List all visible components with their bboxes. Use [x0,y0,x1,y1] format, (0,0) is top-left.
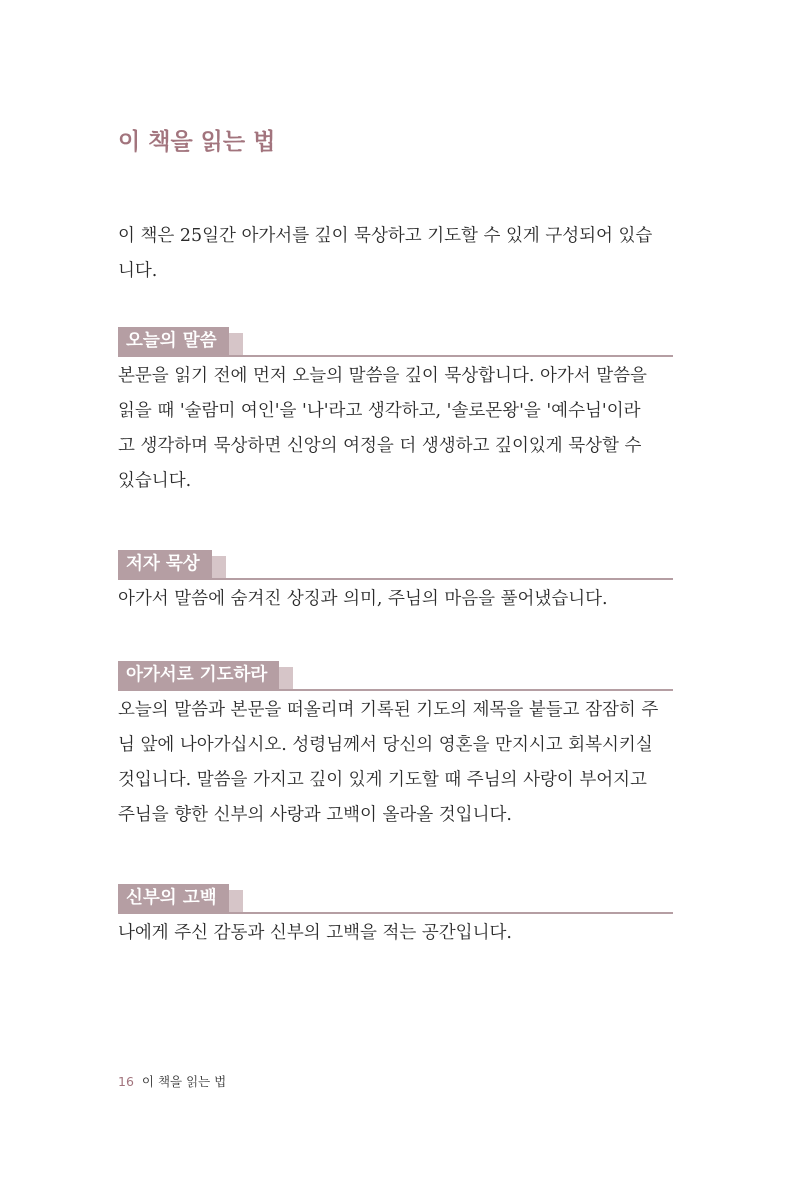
section-header [118,327,673,357]
section-label: 아가서로 기도하라 [118,661,279,689]
section-pray-with-song [118,661,673,833]
section-header [118,884,673,914]
section-divider [118,355,673,357]
intro-paragraph [118,219,673,289]
running-title: 이 책을 읽는 법 [141,1074,227,1089]
intro-line: 이 책은 25일간 아가서를 깊이 묵상하고 기도할 수 있게 구성되어 있습 [118,226,653,246]
body-line: 것입니다. 말씀을 가지고 깊이 있게 기도할 때 주님의 사랑이 부어지고 [118,770,647,790]
section-body [118,693,673,833]
body-line: 님 앞에 나아가십시오. 성령님께서 당신의 영혼을 만지시고 회복시키실 [118,735,653,755]
section-divider [118,689,673,691]
section-body [118,582,673,617]
body-line: 오늘의 말씀과 본문을 떠올리며 기록된 기도의 제목을 붙들고 잠잠히 주 [118,700,659,720]
intro-line: 니다. [118,261,158,281]
body-line: 주님을 향한 신부의 사랑과 고백이 올라올 것입니다. [118,805,512,825]
body-line: 본문을 읽기 전에 먼저 오늘의 말씀을 깊이 묵상합니다. 아가서 말씀을 [118,366,647,386]
section-bride-confession [118,884,673,951]
section-body [118,916,673,951]
body-line: 읽을 때 '술람미 여인'을 '나'라고 생각하고, '솔로몬왕'을 '예수님'이라 [118,401,641,421]
section-header [118,661,673,691]
page-footer [118,1072,226,1090]
section-todays-word [118,327,673,499]
body-line: 나에게 주신 감동과 신부의 고백을 적는 공간입니다. [118,923,512,943]
page-number: 16 [118,1074,134,1089]
section-header [118,550,673,580]
section-body [118,359,673,499]
section-divider [118,578,673,580]
section-label: 저자 묵상 [118,550,212,578]
section-label: 오늘의 말씀 [118,327,229,355]
body-line: 있습니다. [118,471,192,491]
section-label: 신부의 고백 [118,884,229,912]
body-line: 고 생각하며 묵상하면 신앙의 여정을 더 생생하고 깊이있게 묵상할 수 [118,436,642,456]
page-title: 이 책을 읽는 법 [118,129,276,155]
section-divider [118,912,673,914]
section-author-meditation [118,550,673,617]
body-line: 아가서 말씀에 숨겨진 상징과 의미, 주님의 마음을 풀어냈습니다. [118,589,608,609]
